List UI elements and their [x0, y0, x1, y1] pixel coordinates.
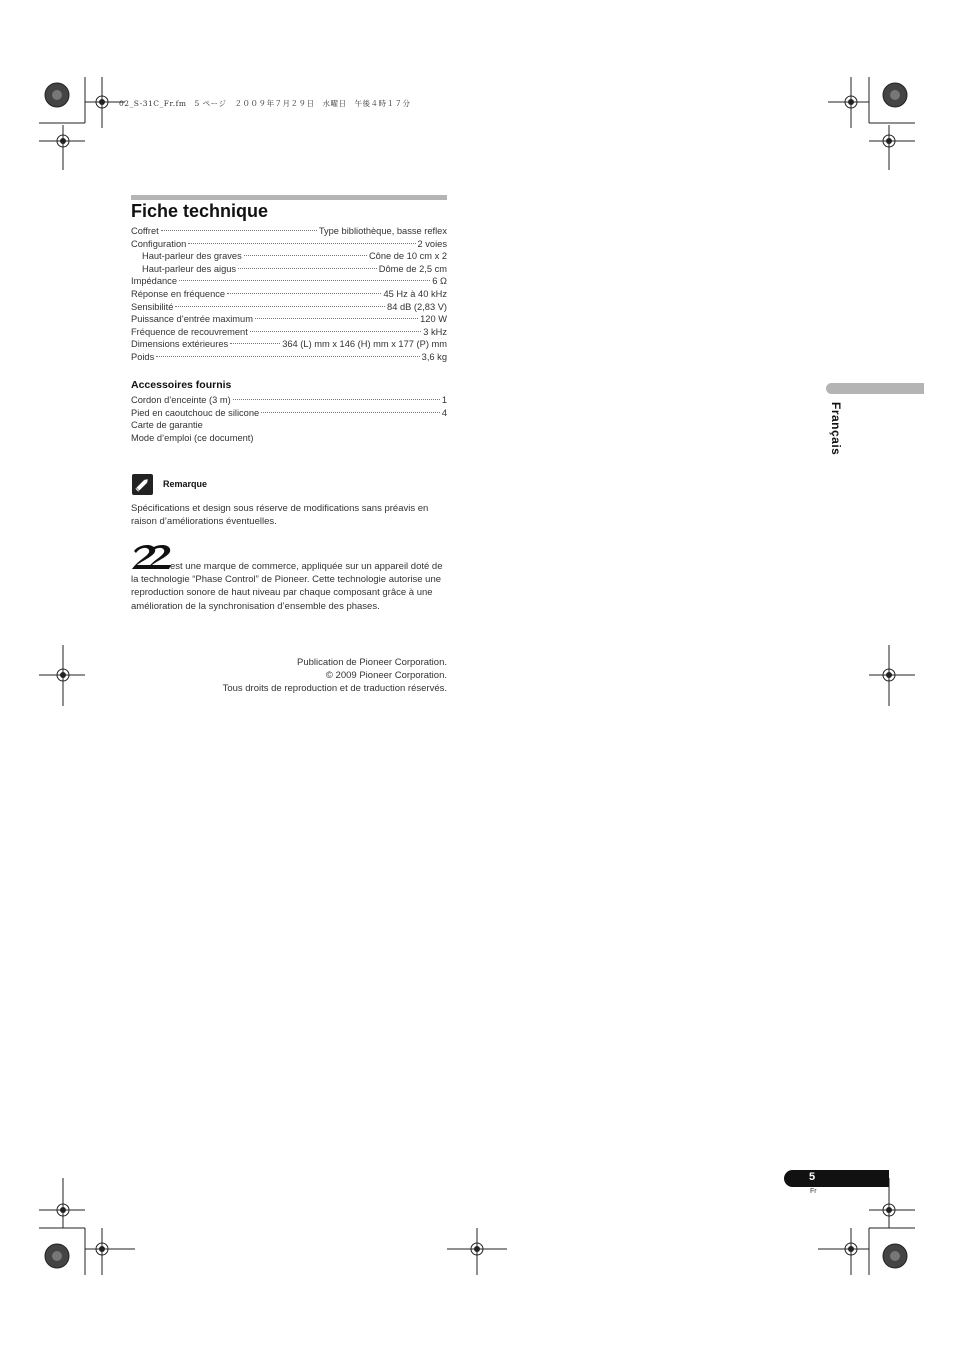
copyright-line: © 2009 Pioneer Corporation. [325, 670, 447, 681]
accessories-list [131, 394, 447, 444]
spec-value: 120 W [420, 314, 447, 325]
spec-list [131, 225, 447, 364]
page-title: Fiche technique [131, 201, 269, 221]
publication-line: Publication de Pioneer Corporation. [297, 657, 447, 668]
spec-label: Dimensions extérieures [131, 339, 229, 350]
spec-row [131, 275, 447, 288]
accessory-row [131, 407, 447, 420]
spec-row [131, 338, 447, 351]
spec-label: Haut-parleur des aigus [142, 263, 237, 274]
spec-value: Cône de 10 cm x 2 [368, 251, 447, 262]
leader-dots [227, 293, 381, 294]
leader-dots [179, 280, 430, 281]
accessory-count: 1 [441, 395, 447, 405]
spec-value: Dôme de 2,5 cm [378, 263, 447, 274]
accessory-count: 4 [441, 407, 447, 418]
spec-label: Poids [131, 351, 155, 362]
phase-control-text: est une marque de commerce, appliquée sur un appareil doté de la technologie “Phase Control” de Pioneer. Cette technologie autorise une reproduction sonore de haut niveau par chaque composant grâce à une amélioration de la synchronisation d’ensemble des phases. [131, 561, 443, 612]
spec-value: Type bibliothèque, basse reflex [318, 226, 447, 236]
leader-dots [175, 306, 385, 307]
spec-row [131, 238, 447, 251]
leader-dots [244, 255, 367, 256]
leader-dots [233, 399, 440, 400]
spec-label: Haut-parleur des graves [142, 251, 242, 262]
section-title-bar [131, 195, 447, 200]
rights-line: Tous droits de reproduction et de traduction réservés. [222, 683, 447, 694]
spec-label: Impédance [131, 276, 177, 287]
spec-value: 6 Ω [432, 276, 447, 287]
spec-row [131, 288, 447, 301]
leader-dots [261, 412, 440, 413]
spec-value: 3 kHz [423, 326, 447, 337]
leader-dots [250, 331, 421, 332]
spec-row [131, 313, 447, 326]
leader-dots [156, 356, 419, 357]
spec-value: 364 (L) mm x 146 (H) mm x 177 (P) mm [282, 339, 447, 350]
page-number: 5 [809, 1171, 816, 1183]
pencil-note-icon [132, 474, 153, 495]
accessory-item: Carte de garantie [131, 420, 203, 431]
accessory-item: Mode d’emploi (ce document) [131, 432, 254, 443]
spec-label: Fréquence de recouvrement [131, 326, 248, 337]
spec-label: Configuration [131, 238, 187, 249]
language-label: Français [829, 402, 843, 456]
spec-label: Coffret [131, 226, 159, 236]
leader-dots [238, 268, 377, 269]
leader-dots [188, 243, 415, 244]
leader-dots [255, 318, 418, 319]
spec-value: 84 dB (2,83 V) [387, 301, 447, 312]
leader-dots [230, 343, 280, 344]
note-label: Remarque [163, 479, 208, 489]
note-text: Spécifications et design sous réserve de modifications sans préavis en raison d’améliorations éventuelles. [131, 503, 429, 527]
accessories-heading: Accessoires fournis [131, 379, 232, 391]
spec-row [131, 351, 447, 364]
spec-row [131, 263, 447, 276]
spec-value: 2 voies [417, 238, 447, 249]
leader-dots [161, 230, 317, 231]
spec-row [131, 326, 447, 339]
spec-label: Puissance d’entrée maximum [131, 314, 253, 325]
spec-label: Sensibilité [131, 301, 174, 312]
spec-value: 45 Hz à 40 kHz [383, 288, 447, 299]
page-number-tab [784, 1170, 889, 1187]
spec-label: Réponse en fréquence [131, 288, 226, 299]
accessory-label: Cordon d’enceinte (3 m) [131, 395, 231, 405]
spec-value: 3,6 kg [421, 351, 447, 362]
language-tab [826, 383, 924, 394]
publication-block [131, 656, 447, 695]
spec-row [131, 250, 447, 263]
spec-row [131, 225, 447, 238]
accessory-row [131, 394, 447, 407]
spec-row [131, 301, 447, 314]
file-header-line: 02_S-31C_Fr.fm 5 ページ ２００９年７月２９日 水曜日 午後４時１７分 [119, 99, 411, 108]
accessory-label: Pied en caoutchouc de silicone [131, 407, 260, 418]
page-language-code: Fr [810, 1188, 817, 1195]
